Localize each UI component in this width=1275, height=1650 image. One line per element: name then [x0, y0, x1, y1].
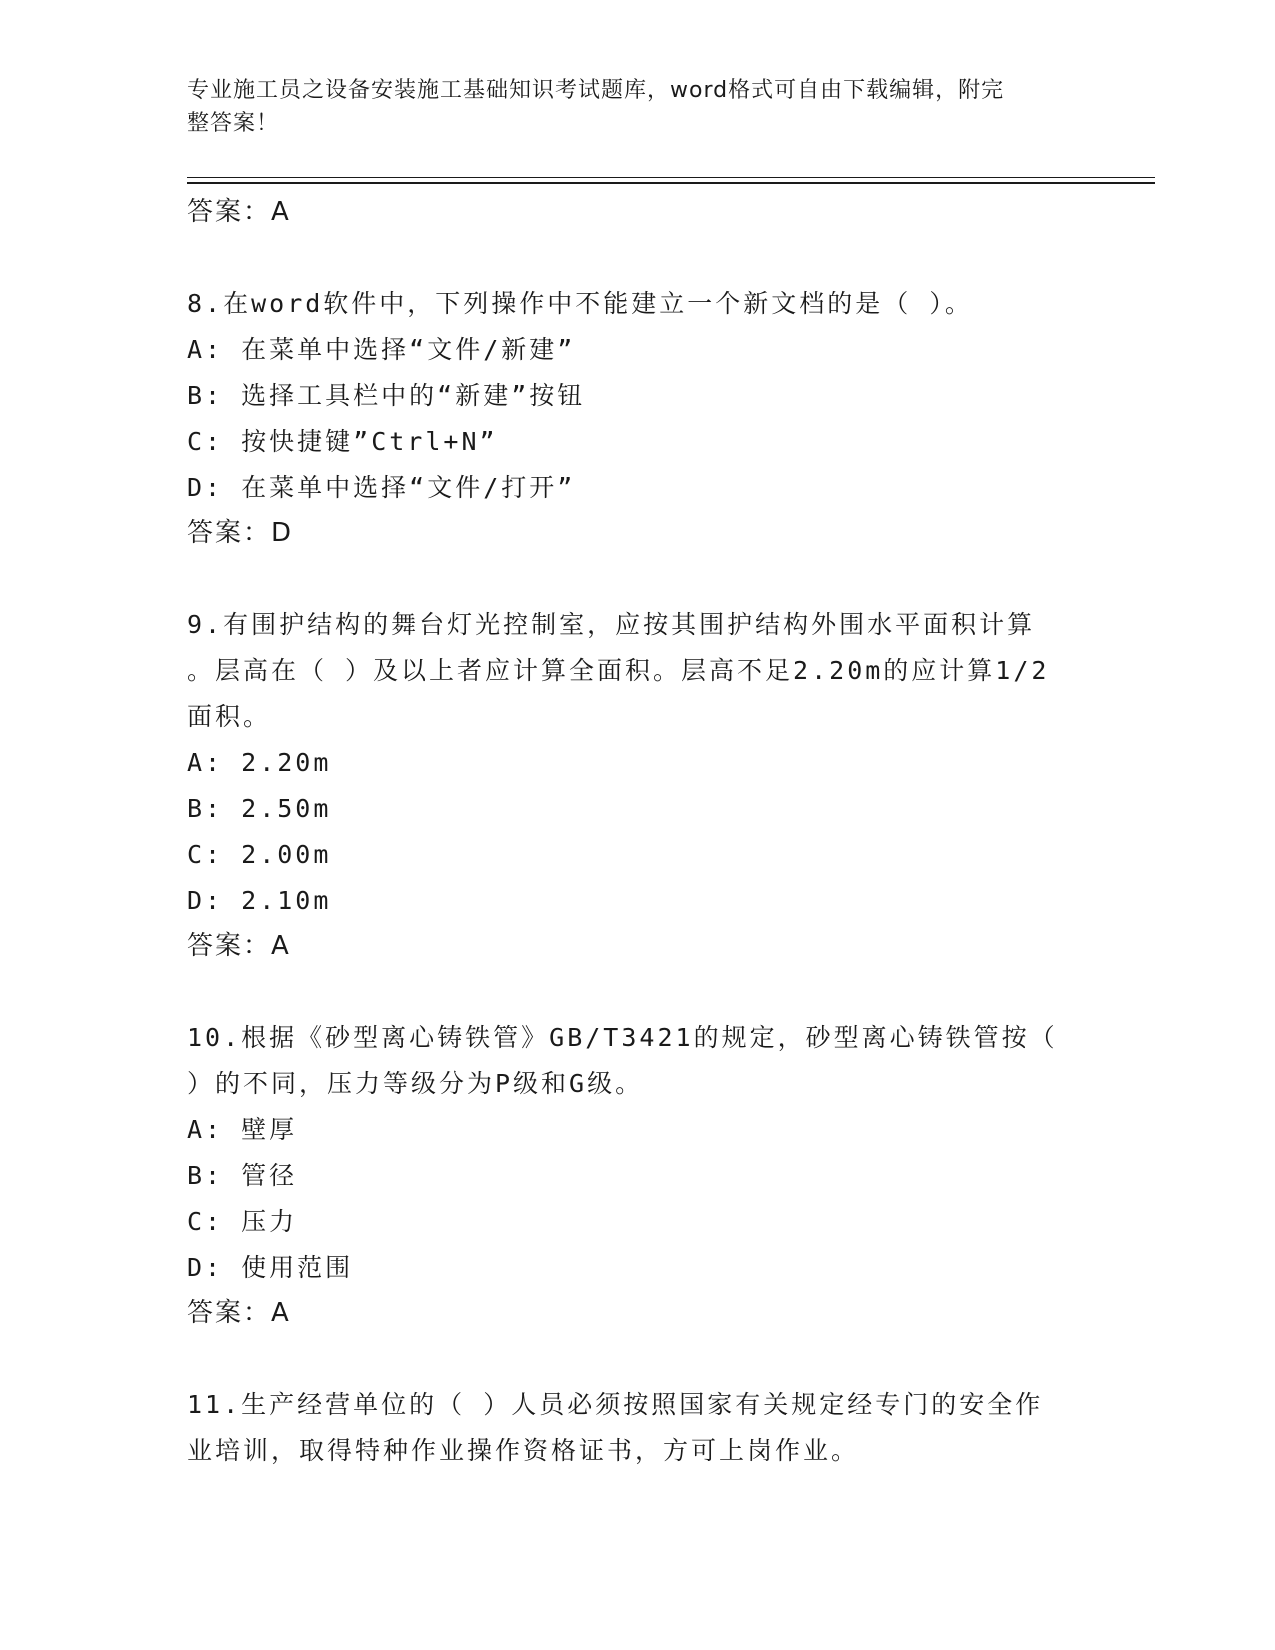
option-c: C: 按快捷键”Ctrl+N”: [187, 427, 498, 456]
question-text: [187, 281, 1067, 327]
option-b: B: 选择工具栏中的“新建”按钮: [187, 381, 586, 410]
question-text-line: 业培训，取得特种作业操作资格证书，方可上岗作业。: [187, 1436, 860, 1465]
question-text-line: 11.生产经营单位的（ ）人员必须按照国家有关规定经专门的安全作: [187, 1390, 1044, 1419]
answer-line: 答案：D: [187, 518, 294, 548]
header-line-1: 专业施工员之设备安装施工基础知识考试题库，word格式可自由下载编辑，附完: [187, 78, 1005, 103]
header-divider-thick: [187, 182, 1155, 184]
option-c: C: 2.00m: [187, 840, 332, 869]
question-text-line: 。层高在（ ）及以上者应计算全面积。层高不足2.20m的应计算1/2: [187, 656, 1050, 685]
option-b: B: 管径: [187, 1161, 298, 1190]
header-line-2: 整答案！: [187, 111, 280, 136]
answer-line: 答案：A: [187, 931, 291, 961]
answer-line: 答案：A: [187, 1298, 291, 1328]
option-d: D: 2.10m: [187, 886, 332, 915]
option-c: C: 压力: [187, 1207, 298, 1236]
option-b: B: 2.50m: [187, 794, 332, 823]
document-header: [187, 74, 1067, 140]
question-item: [187, 1015, 1067, 1336]
question-text: [187, 1015, 1067, 1107]
answer-line: 答案：A: [187, 197, 291, 227]
option-d: D: 使用范围: [187, 1253, 354, 1282]
option-a: A: 2.20m: [187, 748, 332, 777]
question-text: [187, 1382, 1067, 1474]
question-text-line: ）的不同，压力等级分为P级和G级。: [187, 1069, 644, 1098]
question-item: [187, 281, 1067, 556]
option-d: D: 在菜单中选择“文件/打开”: [187, 473, 576, 502]
question-text-line: 10.根据《砂型离心铸铁管》GB/T3421的规定，砂型离心铸铁管按（: [187, 1023, 1058, 1052]
option-a: A: 在菜单中选择“文件/新建”: [187, 335, 576, 364]
question-item: [187, 602, 1067, 969]
question-text: [187, 602, 1067, 740]
header-divider-thin: [187, 177, 1155, 178]
question-list: [187, 190, 1067, 1474]
question-text-line: 8.在word软件中，下列操作中不能建立一个新文档的是（ ）。: [187, 289, 973, 318]
question-item: [187, 1382, 1067, 1474]
option-a: A: 壁厚: [187, 1115, 298, 1144]
question-text-line: 面积。: [187, 702, 272, 731]
question-text-line: 9.有围护结构的舞台灯光控制室，应按其围护结构外围水平面积计算: [187, 610, 1036, 639]
